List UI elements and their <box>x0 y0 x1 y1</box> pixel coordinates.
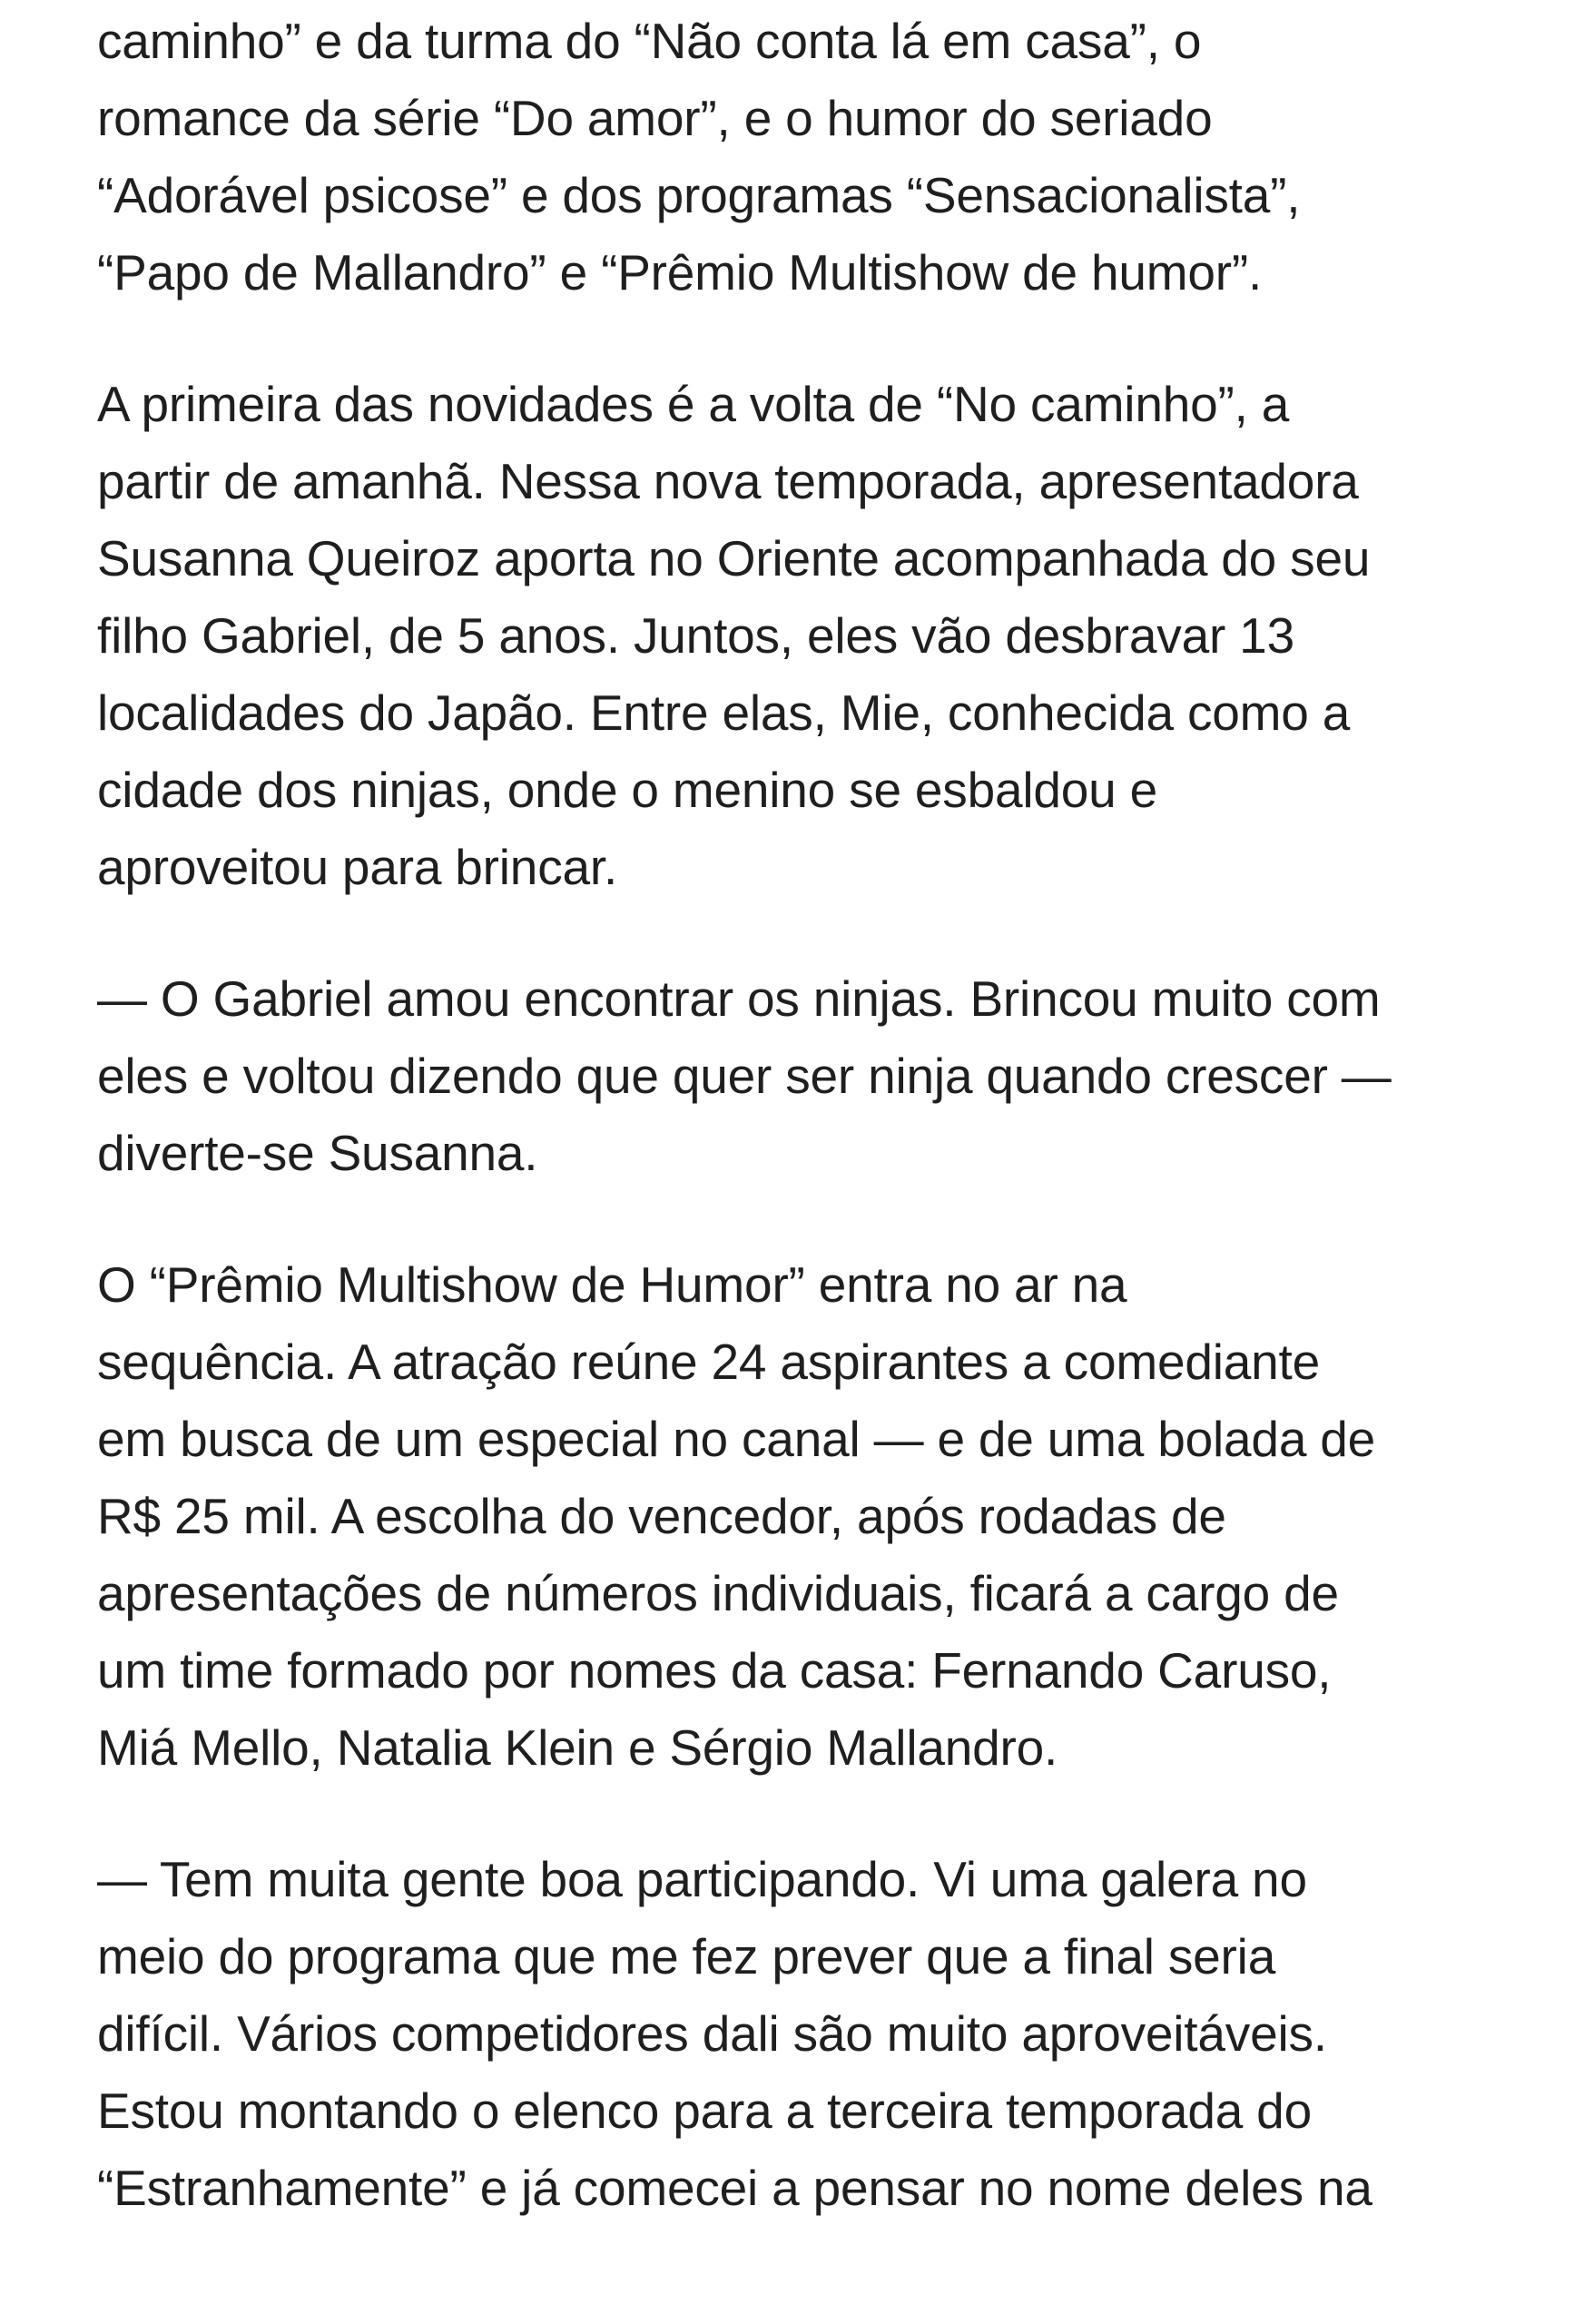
paragraph-line: — Tem muita gente boa participando. Vi uma galera no <box>97 1851 1307 1907</box>
paragraph-line: O “Prêmio Multishow de Humor” entra no ar na <box>97 1256 1127 1313</box>
paragraph-line: “Estranhamente” e já comecei a pensar no nome deles na <box>97 2160 1372 2216</box>
paragraph-line: Estou montando o elenco para a terceira temporada do <box>97 2083 1312 2139</box>
paragraph-line: caminho” e da turma do “Não conta lá em casa”, o <box>97 13 1202 69</box>
paragraph-line: “Adorável psicose” e dos programas “Sensacionalista”, <box>97 167 1301 223</box>
paragraph-line: Miá Mello, Natalia Klein e Sérgio Mallandro. <box>97 1719 1058 1776</box>
paragraph-line: partir de amanhã. Nessa nova temporada, apresentadora <box>97 453 1359 509</box>
paragraph-line: Susanna Queiroz aporta no Oriente acompanhada do seu <box>97 530 1371 586</box>
paragraph-line: difícil. Vários competidores dali são muito aproveitáveis. <box>97 2005 1327 2062</box>
paragraph-line: apresentações de números individuais, ficará a cargo de <box>97 1565 1339 1621</box>
paragraph-line: em busca de um especial no canal — e de uma bolada de <box>97 1411 1376 1467</box>
paragraph-line: meio do programa que me fez prever que a final seria <box>97 1928 1276 1984</box>
paragraph-line: aproveitou para brincar. <box>97 839 618 895</box>
paragraph-line: eles e voltou dizendo que quer ser ninja quando crescer — <box>97 1048 1392 1104</box>
paragraph-line: A primeira das novidades é a volta de “No caminho”, a <box>97 376 1290 432</box>
paragraph-line: cidade dos ninjas, onde o menino se esbaldou e <box>97 762 1158 818</box>
paragraph-line: romance da série “Do amor”, e o humor do seriado <box>97 90 1213 146</box>
paragraph-line: diverte-se Susanna. <box>97 1125 538 1181</box>
article-body <box>97 0 1540 2324</box>
paragraph-line: R$ 25 mil. A escolha do vencedor, após rodadas de <box>97 1488 1226 1544</box>
paragraph-line: localidades do Japão. Entre elas, Mie, conhecida como a <box>97 684 1351 741</box>
paragraph-line: — O Gabriel amou encontrar os ninjas. Brincou muito com <box>97 970 1381 1027</box>
paragraph-line: “Papo de Mallandro” e “Prêmio Multishow de humor”. <box>97 244 1263 300</box>
paragraph-line: filho Gabriel, de 5 anos. Juntos, eles vão desbravar 13 <box>97 607 1294 664</box>
paragraph-line: sequência. A atração reúne 24 aspirantes a comediante <box>97 1334 1320 1390</box>
paragraph-line: um time formado por nomes da casa: Fernando Caruso, <box>97 1642 1332 1699</box>
